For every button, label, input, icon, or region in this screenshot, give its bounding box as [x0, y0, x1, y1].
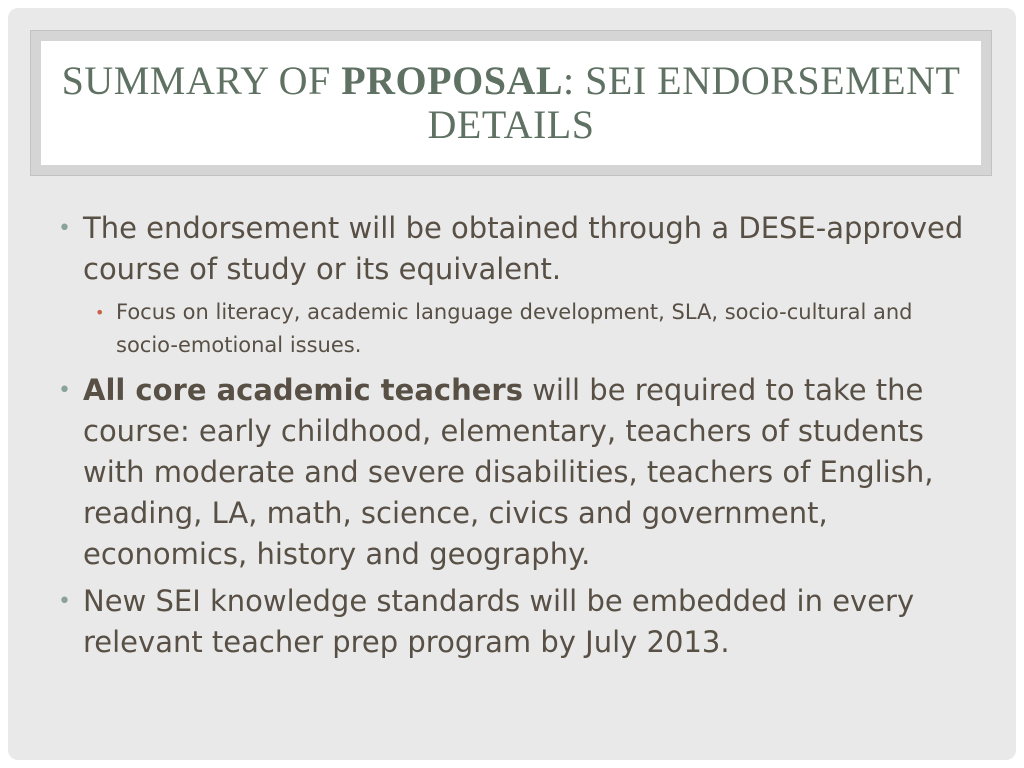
- bullet-list: [58, 208, 978, 669]
- bullet-item: [58, 208, 978, 290]
- title-box: [41, 41, 981, 165]
- title-part-2-bold: PROPOSAL: [341, 58, 564, 103]
- sub-bullet-text: Focus on literacy, academic language development, SLA, socio-cultural and socio-emotional issues.: [116, 300, 913, 357]
- bullet-text: New SEI knowledge standards will be embedded in every relevant teacher prep program by July 2013.: [83, 584, 915, 659]
- bullet-bold-text: All core academic teachers: [83, 373, 523, 407]
- sub-bullet-dot-icon: •: [95, 303, 105, 322]
- title-part-3: : SEI ENDORSEMENT DETAILS: [427, 58, 961, 147]
- bullet-dot-icon: •: [58, 589, 71, 614]
- bullet-dot-icon: •: [58, 378, 71, 403]
- slide: [8, 8, 1016, 760]
- title-part-1: SUMMARY OF: [61, 58, 342, 103]
- bullet-dot-icon: •: [58, 216, 71, 241]
- bullet-item: [58, 581, 978, 663]
- bullet-text: The endorsement will be obtained through a DESE-approved course of study or its equivalent.: [83, 211, 964, 286]
- title-frame: [30, 30, 992, 176]
- slide-title: [41, 59, 981, 147]
- sub-bullet-item: [58, 296, 978, 362]
- bullet-item: [58, 370, 978, 575]
- bullet-text: will be required to take the course: early childhood, elementary, teachers of students with moderate and severe disabilities, teachers of English, reading, LA, math, science, civics and government, economics, history and geography.: [83, 373, 934, 571]
